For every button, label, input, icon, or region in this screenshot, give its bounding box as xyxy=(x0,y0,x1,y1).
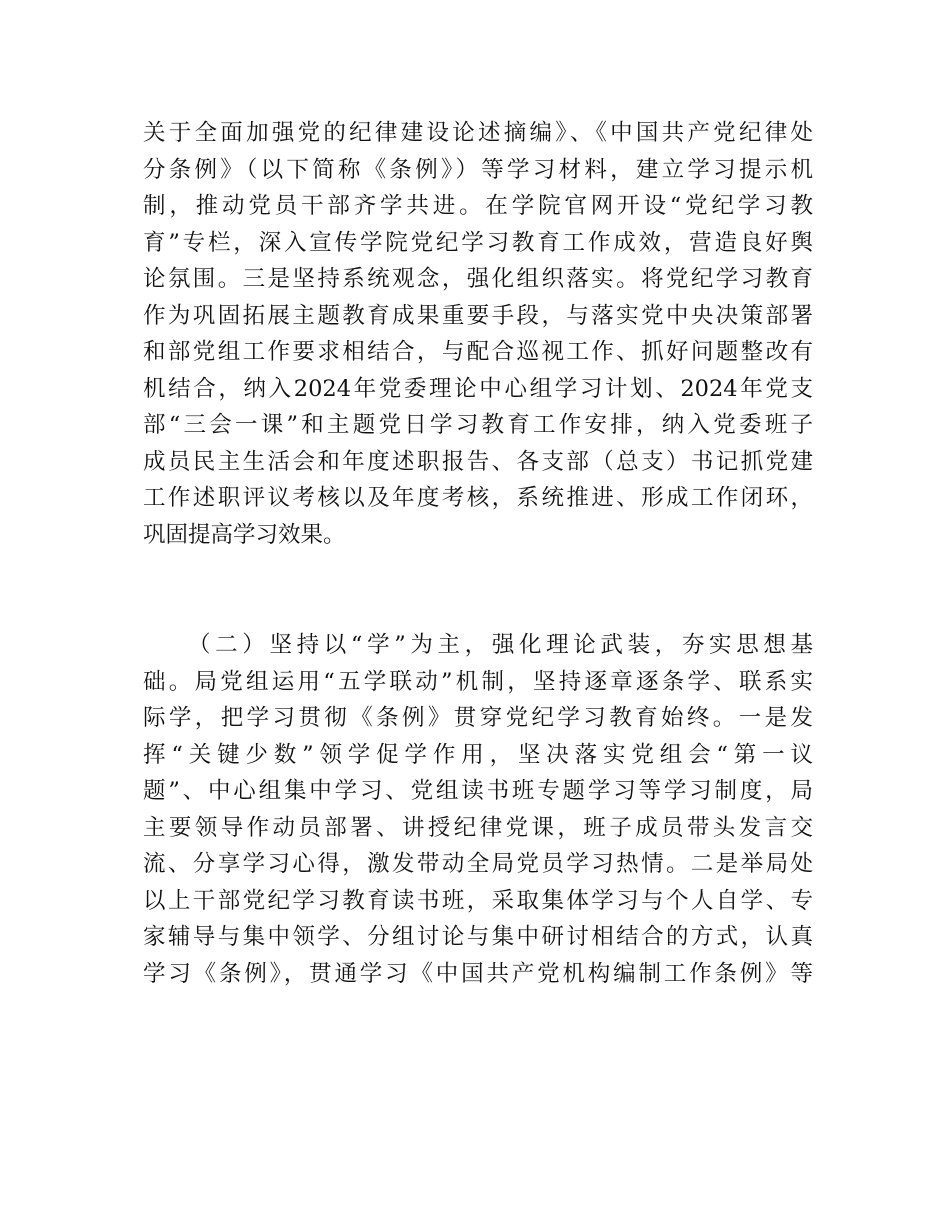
text-line: 论氛围。三是坚持系统观念，强化组织落实。将党纪学习教育 xyxy=(143,266,813,292)
text-line: 和部党组工作要求相结合，与配合巡视工作、抓好问题整改有 xyxy=(143,339,813,365)
text-line: 巩固提高学习效果。 xyxy=(143,521,346,548)
text-line: 机结合，纳入2024年党委理论中心组学习计划、2024年党支 xyxy=(143,375,813,402)
text-line: 际学，把学习贯彻《条例》贯穿党纪学习教育始终。一是发 xyxy=(143,705,813,731)
text-line: 以上干部党纪学习教育读书班，采取集体学习与个人自学、专 xyxy=(143,887,813,914)
text-line: 分条例》（以下简称《条例》）等学习材料，建立学习提示机 xyxy=(143,156,813,183)
text-line: 础。局党组运用“五学联动”机制，坚持逐章逐条学、联系实 xyxy=(143,668,813,695)
text-line: 挥“关键少数”领学促学作用，坚决落实党组会“第一议 xyxy=(143,741,813,768)
text-line: 流、分享学习心得，激发带动全局党员学习热情。二是举局处 xyxy=(143,851,813,877)
text-line: 成员民主生活会和年度述职报告、各支部（总支）书记抓党建 xyxy=(143,448,813,475)
text-line: 题”、中心组集中学习、党组读书班专题学习等学习制度，局 xyxy=(143,778,813,804)
text-line: 家辅导与集中领学、分组讨论与集中研讨相结合的方式，认真 xyxy=(143,924,813,950)
text-line: 部“三会一课”和主题党日学习教育工作安排，纳入党委班子 xyxy=(143,412,813,438)
section-heading-line: （二）坚持以“学”为主，强化理论武装，夯实思想基 xyxy=(188,632,813,658)
paragraph-section-two xyxy=(143,627,813,992)
text-line: 学习《条例》，贯通学习《中国共产党机构编制工作条例》等 xyxy=(143,960,813,987)
text-line: 主要领导作动员部署、讲授纪律党课，班子成员带头发言交 xyxy=(143,814,813,841)
text-line: 关于全面加强党的纪律建设论述摘编》、《中国共产党纪律处 xyxy=(143,120,813,146)
text-line: 工作述职评议考核以及年度考核，系统推进、形成工作闭环， xyxy=(143,485,813,511)
text-line: 制，推动党员干部齐学共进。在学院官网开设“党纪学习教 xyxy=(143,193,813,219)
paragraph-discipline-education xyxy=(143,115,813,553)
text-line: 作为巩固拓展主题教育成果重要手段，与落实党中央决策部署 xyxy=(143,302,813,329)
text-line: 育”专栏，深入宣传学院党纪学习教育工作成效，营造良好舆 xyxy=(143,229,813,256)
